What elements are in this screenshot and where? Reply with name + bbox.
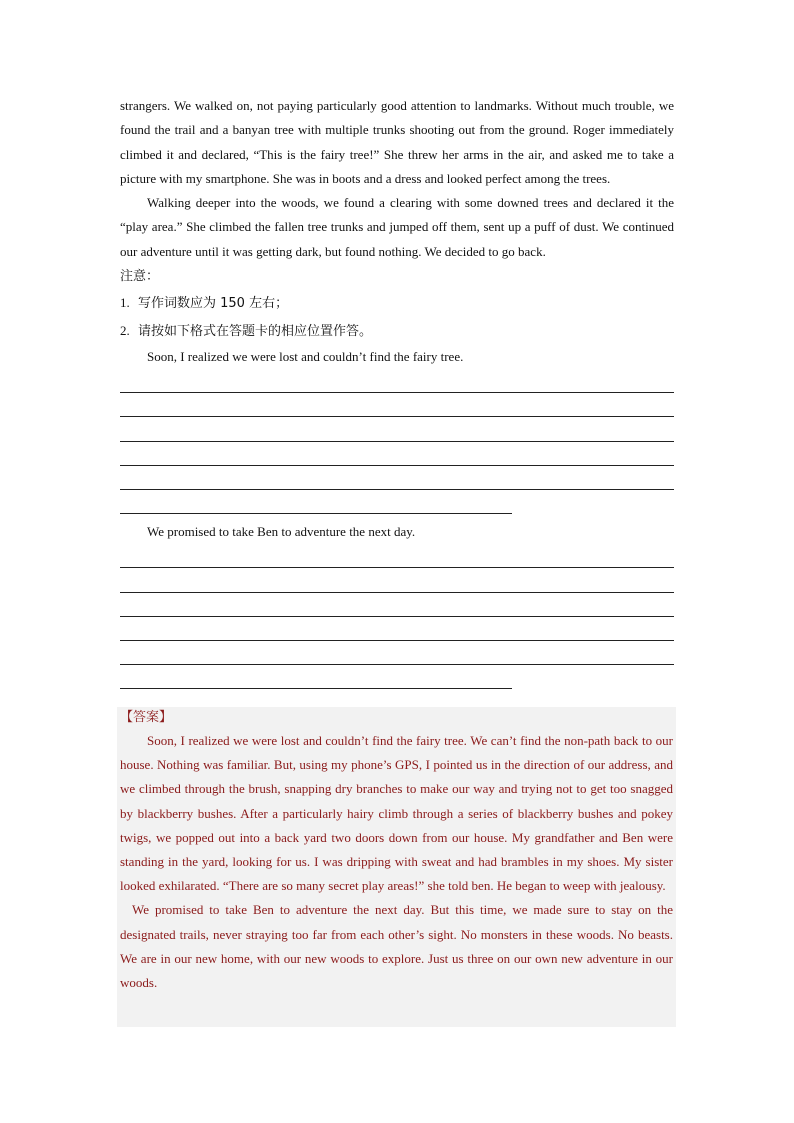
writing-line[interactable] xyxy=(120,442,674,466)
writing-lines-1 xyxy=(120,369,674,514)
writing-lines-2 xyxy=(120,544,674,689)
note-text: 写作词数应为 150 左右； xyxy=(138,296,289,312)
writing-line[interactable] xyxy=(120,665,512,689)
writing-line[interactable] xyxy=(120,544,674,568)
note-number: 1. xyxy=(120,295,130,311)
story-paragraph-1: strangers. We walked on, not paying particularly good attention to landmarks. Without much trouble, we found the trail and a banyan tree with multiple trunks shooting out from the ground. Roger immediately climbed it and declared, “This is the fairy tree!” She threw her arms in the air, and asked me to take a picture with my smartphone. She was in boots and a dress and looked perfect among the trees. xyxy=(120,98,674,186)
writing-line[interactable] xyxy=(120,369,674,393)
writing-line[interactable] xyxy=(120,490,512,514)
note-item xyxy=(120,317,674,345)
writing-line[interactable] xyxy=(120,417,674,441)
writing-line[interactable] xyxy=(120,568,674,592)
note-text: 请按如下格式在答题卡的相应位置作答。 xyxy=(138,324,373,340)
note-item xyxy=(120,289,674,317)
writing-prompt-2: We promised to take Ben to adventure the next day. xyxy=(147,524,416,540)
note-number: 2. xyxy=(120,323,130,339)
answer-section xyxy=(117,707,676,1027)
story-paragraph-2: Walking deeper into the woods, we found a clearing with some downed trees and declared it the “play area.” She climbed the fallen tree trunks and jumped off them, sent up a puff of dust. We continued our adventure until it was getting dark, but found nothing. We decided to go back. xyxy=(120,195,674,259)
writing-line[interactable] xyxy=(120,593,674,617)
notes-title: 注意： xyxy=(120,269,160,285)
answer-paragraph-2: We promised to take Ben to adventure the next day. But this time, we made sure to stay on the designated trails, never straying too far from each other’s sight. No monsters in these woods. No beasts. We are in our new home, with our new woods to explore. Just us three on our own new adventure in our woods. xyxy=(120,902,673,991)
answer-content xyxy=(120,707,673,995)
answer-paragraph-1: Soon, I realized we were lost and couldn’t find the fairy tree. We can’t find the non-path back to our house. Nothing was familiar. But, using my phone’s GPS, I pointed us in the direction of our address, and we climbed through the brush, snapping dry branches to make our way and trying not to get too snagged by blackberry bushes. After a particularly hairy climb through a series of blackberry bushes and pokey twigs, we popped out into a back yard two doors down from our house. My grandfather and Ben were standing in the yard, looking for us. I was dripping with sweat and had brambles in my shoes. My sister looked exhilarated. “There are so many secret play areas!” she told ben. He began to weep with jealousy. xyxy=(120,733,673,894)
answer-title: 【答案】 xyxy=(120,710,173,725)
writing-line[interactable] xyxy=(120,617,674,641)
writing-line[interactable] xyxy=(120,641,674,665)
writing-prompt-1: Soon, I realized we were lost and couldn’t find the fairy tree. xyxy=(147,349,464,365)
writing-line[interactable] xyxy=(120,393,674,417)
writing-line[interactable] xyxy=(120,466,674,490)
document-body xyxy=(120,94,674,689)
